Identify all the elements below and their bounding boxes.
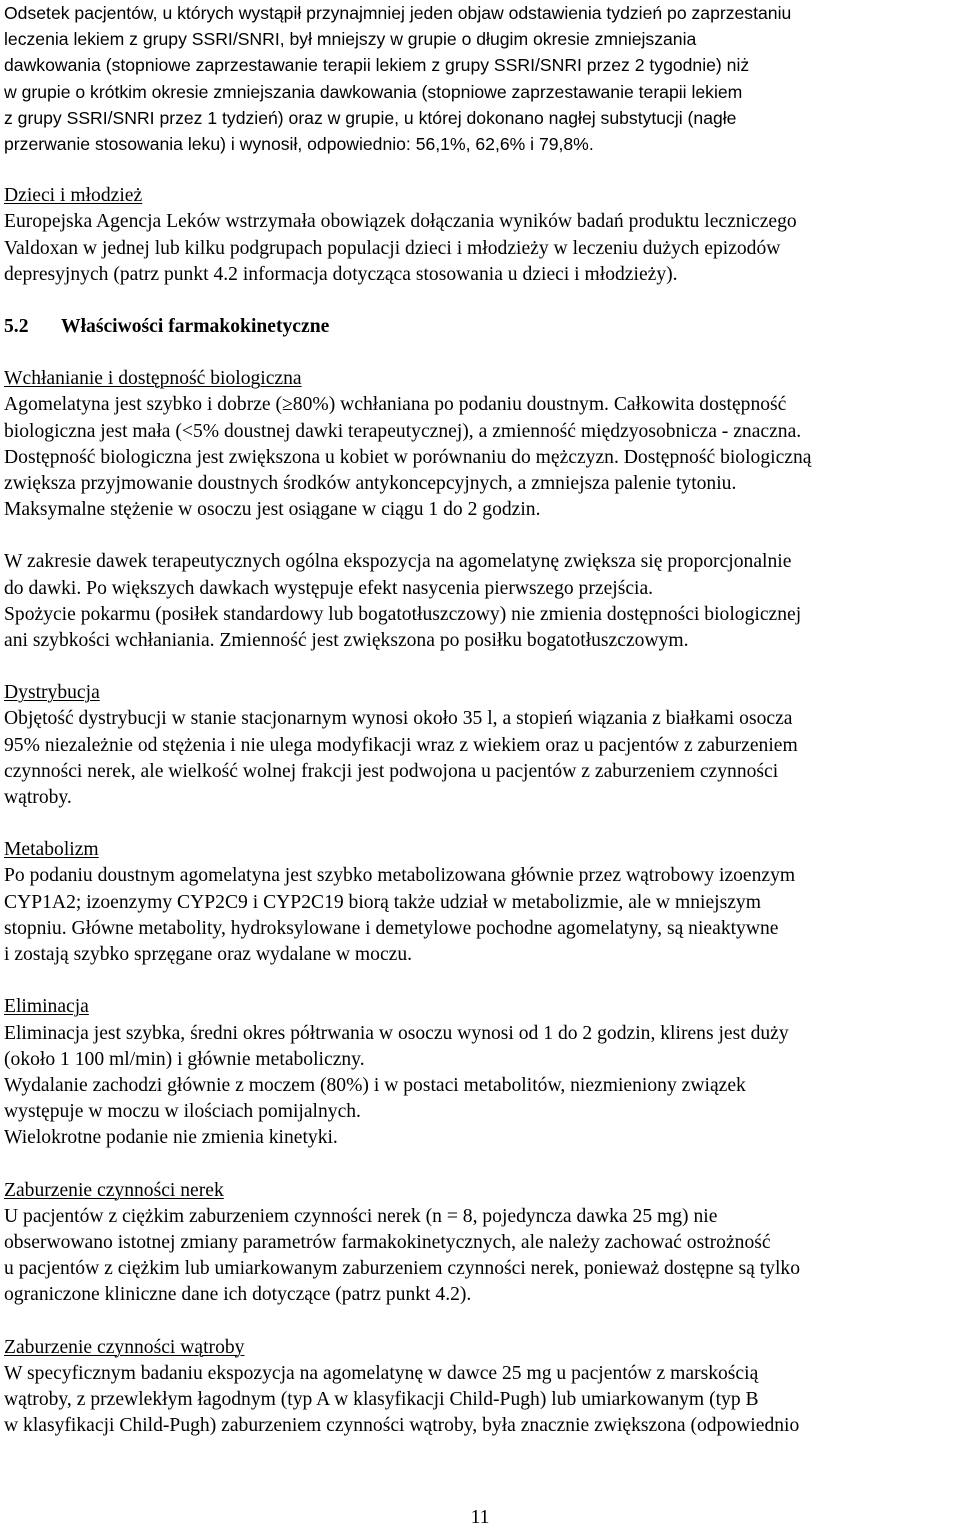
text-line: występuje w moczu w ilościach pomijalnych. (4, 1101, 361, 1123)
text-line: U pacjentów z ciężkim zaburzeniem czynności nerek (n = 8, pojedyncza dawka 25 mg) nie (4, 1205, 718, 1227)
text-line: Agomelatyna jest szybko i dobrze (≥80%) wchłaniana po podaniu doustnym. Całkowita dostępność (4, 394, 787, 416)
renal-section (4, 1178, 954, 1309)
subheading-absorption: Wchłanianie i dostępność biologiczna (4, 368, 302, 390)
section-title: Właściwości farmakokinetyczne (61, 316, 330, 338)
subheading-children: Dzieci i młodzież (4, 185, 143, 207)
subheading-elimination: Eliminacja (4, 996, 89, 1018)
text-line: Odsetek pacjentów, u których wystąpił przynajmniej jeden objaw odstawienia tydzień po zaprzestaniu (4, 3, 792, 23)
text-line: Objętość dystrybucji w stanie stacjonarnym wynosi około 35 l, a stopień wiązania z białkami osocza (4, 708, 793, 730)
text-line: zwiększa przyjmowanie doustnych środków antykoncepcyjnych, a zmniejsza palenie tytoniu. (4, 473, 737, 495)
text-line: Eliminacja jest szybka, średni okres półtrwania w osoczu wynosi od 1 do 2 godzin, klirens jest duży (4, 1022, 789, 1044)
text-line: ani szybkości wchłaniania. Zmienność jest zwiększona po posiłku bogatotłuszczowym. (4, 630, 689, 652)
text-line: W zakresie dawek terapeutycznych ogólna ekspozycja na agomelatynę zwiększa się proporcjonalnie (4, 551, 792, 573)
elimination-section (4, 994, 954, 1151)
subheading-hepatic: Zaburzenie czynności wątroby (4, 1336, 245, 1358)
text-line: wątroby. (4, 787, 72, 809)
distribution-section (4, 680, 954, 811)
text-line: stopniu. Główne metabolity, hydroksylowane i demetylowe pochodne agomelatyny, są nieaktywne (4, 917, 779, 939)
subheading-renal: Zaburzenie czynności nerek (4, 1179, 224, 1201)
hepatic-section (4, 1335, 954, 1440)
text-line: Wydalanie zachodzi głównie z moczem (80%) i w postaci metabolitów, niezmieniony związek (4, 1074, 746, 1096)
text-line: do dawki. Po większych dawkach występuje efekt nasycenia pierwszego przejścia. (4, 577, 654, 599)
page-number: 11 (470, 1507, 490, 1528)
text-line: dawkowania (stopniowe zaprzestawanie terapii lekiem z grupy SSRI/SNRI przez 2 tygodnie) niż (4, 55, 750, 76)
text-line: Europejska Agencja Leków wstrzymała obowiązek dołączania wyników badań produktu leczniczego (4, 211, 797, 233)
text-line: Po podaniu doustnym agomelatyna jest szybko metabolizowana głównie przez wątrobowy izoenzym (4, 865, 796, 887)
text-line: przerwanie stosowania leku) i wynosił, odpowiednio: 56,1%, 62,6% i 79,8%. (4, 134, 594, 155)
text-line: w grupie o krótkim okresie zmniejszania dawkowania (stopniowe zaprzestawanie terapii lekiem (4, 81, 743, 102)
text-line: Valdoxan w jednej lub kilku podgrupach populacji dzieci i młodzieży w leczeniu dużych epizodów (4, 237, 781, 259)
text-line: Wielokrotne podanie nie zmienia kinetyki. (4, 1127, 338, 1149)
text-line: W specyficznym badaniu ekspozycja na agomelatynę w dawce 25 mg u pacjentów z marskością (4, 1362, 759, 1384)
text-line: biologiczna jest mała (<5% doustnej dawki terapeutycznej), a zmienność międzyosobnicza - znaczna. (4, 420, 802, 442)
text-line: CYP1A2; izoenzymy CYP2C9 i CYP2C19 biorą także udział w metabolizmie, ale w mniejszym (4, 891, 761, 913)
text-line: leczenia lekiem z grupy SSRI/SNRI, był mniejszy w grupie o długim okresie zmniejszania (4, 29, 697, 50)
text-line: Maksymalne stężenie w osoczu jest osiągane w ciągu 1 do 2 godzin. (4, 499, 541, 521)
absorption-paragraph-2 (4, 549, 954, 654)
text-line: Dostępność biologiczna jest zwiększona u kobiet w porównaniu do mężczyzn. Dostępność biologiczną (4, 446, 812, 468)
text-line: w klasyfikacji Child-Pugh) zaburzeniem czynności wątroby, była znacznie zwiększona (odpowiednio (4, 1415, 800, 1437)
text-line: Spożycie pokarmu (posiłek standardowy lub bogatotłuszczowy) nie zmienia dostępności biologicznej (4, 603, 802, 625)
text-line: depresyjnych (patrz punkt 4.2 informacja dotycząca stosowania u dzieci i młodzieży). (4, 263, 678, 285)
metabolism-section (4, 837, 954, 968)
absorption-section (4, 366, 954, 523)
subheading-metabolism: Metabolizm (4, 839, 99, 861)
text-line: i zostają szybko sprzęgane oraz wydalane w moczu. (4, 944, 413, 966)
document-page (4, 0, 954, 1439)
text-line: ograniczone kliniczne dane ich dotyczące (patrz punkt 4.2). (4, 1284, 472, 1306)
text-line: (około 1 100 ml/min) i głównie metaboliczny. (4, 1048, 365, 1070)
intro-paragraph (4, 0, 954, 157)
text-line: czynności nerek, ale wielkość wolnej frakcji jest podwojona u pacjentów z zaburzeniem czynności (4, 760, 779, 782)
text-line: u pacjentów z ciężkim lub umiarkowanym zaburzeniem czynności nerek, ponieważ dostępne są tylko (4, 1258, 800, 1280)
text-line: 95% niezależnie od stężenia i nie ulega modyfikacji wraz z wiekiem oraz u pacjentów z zaburzeniem (4, 734, 798, 756)
children-section (4, 183, 954, 288)
section-heading (4, 314, 954, 340)
text-line: wątroby, z przewlekłym łagodnym (typ A w klasyfikacji Child-Pugh) lub umiarkowanym (typ B (4, 1388, 759, 1410)
section-number: 5.2 (4, 316, 29, 338)
text-line: obserwowano istotnej zmiany parametrów farmakokinetycznych, ale należy zachować ostrożność (4, 1231, 771, 1253)
text-line: z grupy SSRI/SNRI przez 1 tydzień) oraz w grupie, u której dokonano nagłej substytucji (nagłe (4, 107, 737, 128)
subheading-distribution: Dystrybucja (4, 682, 100, 704)
